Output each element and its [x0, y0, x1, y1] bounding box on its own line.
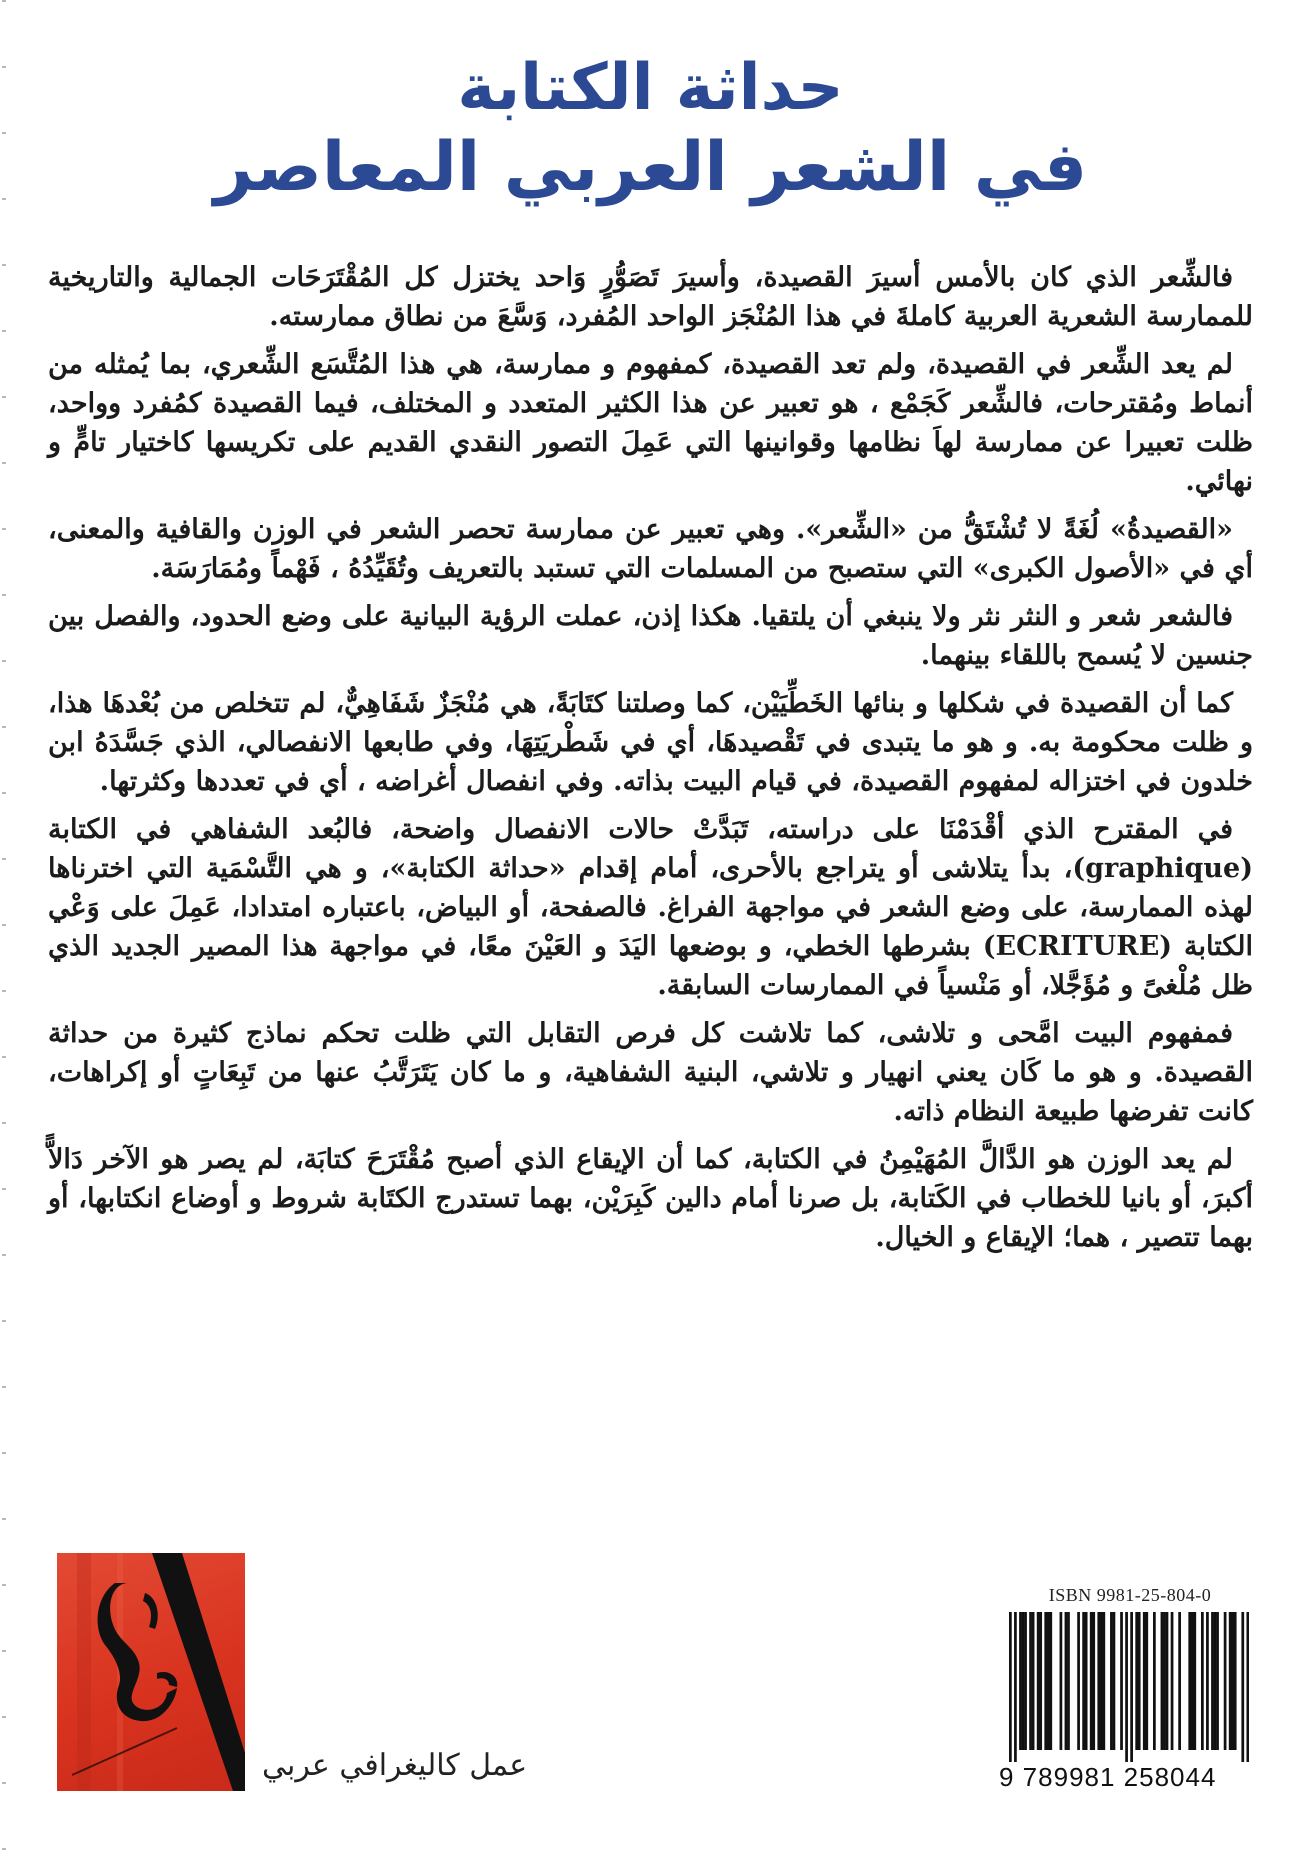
- barcode-bar: [1216, 1612, 1219, 1750]
- paragraph-2: لم يعد الشِّعر في القصيدة، ولم تعد القصيدة، كمفهوم و ممارسة، هي هذا المُتَّسَع الشِّعري، بما يُمثله من أنماط ومُقترحات، فالشِّعر كَجَمْع ، هو تعبير عن هذا الكثير المتعدد و المختلف، فيما القصيدة كمُفرد وواحد، ظلت تعبيرا عن ممارسة لهاَ نظامها وقوانينها التي عَمِلَ التصور النقدي القديم على تكريسها كاختيار تامٍّ و نهائي.: [48, 349, 1253, 497]
- barcode-bar: [1009, 1612, 1012, 1762]
- barcode-bar: [1092, 1612, 1095, 1750]
- barcode-bar: [1211, 1612, 1214, 1750]
- barcode-bar: [1201, 1612, 1204, 1750]
- barcode-bar: [1022, 1612, 1025, 1750]
- barcode-digits: 9 789981 258044: [999, 1762, 1217, 1792]
- barcode-bar: [1029, 1612, 1032, 1750]
- barcode-bar: [1049, 1612, 1052, 1750]
- paragraph-7: فمفهوم البيت امَّحى و تلاشى، كما تلاشت كل فرص التقابل التي ظلت تحكم نماذج كثيرة من حداثة القصيدة. و هو ما كَان يعني انهيار و تلاشي، البنية الشفاهية، و ما كان يَتَرَتَّبُ عنها من تَبِعَاتٍ أو إكراهات، كانت تفرضها طبيعة النظام ذاته.: [48, 1018, 1253, 1127]
- barcode-bar: [1193, 1612, 1196, 1750]
- barcode-bar: [1077, 1612, 1080, 1750]
- barcode-bar: [1102, 1612, 1105, 1750]
- barcode-bar: [1110, 1612, 1113, 1750]
- barcode-bar: [1231, 1612, 1234, 1750]
- title-line-1: حداثة الكتابة: [457, 51, 844, 125]
- page-edge-dots: [2, 0, 6, 1854]
- barcode-bar: [1178, 1612, 1181, 1750]
- barcode-bar: [1113, 1612, 1116, 1750]
- barcode-bar: [1191, 1612, 1194, 1750]
- barcode: [999, 1612, 1249, 1792]
- isbn-block: [999, 1585, 1255, 1792]
- isbn-label: ISBN 9981-25-804-0: [1048, 1585, 1212, 1605]
- barcode-bar: [1065, 1612, 1068, 1750]
- barcode-bar: [1241, 1612, 1244, 1762]
- paragraph-1: فالشِّعر الذي كان بالأمس أسيرَ القصيدة، وأسيرَ تَصَوُّرٍ وَاحد يختزل كل المُقْتَرَحَات الجمالية والتاريخية للممارسة الشعرية العربية كاملةَ في هذا المُنْجَز الواحد المُفرد، وَسَّعَ من نطاق ممارسته.: [48, 262, 1253, 332]
- barcode-bar: [1097, 1612, 1100, 1750]
- barcode-bar: [1037, 1612, 1040, 1750]
- book-title: [0, 48, 1301, 208]
- barcode-bar: [1067, 1612, 1070, 1750]
- title-line-2: في الشعر العربي المعاصر: [213, 128, 1088, 207]
- calligraphy-stroke-curl: [98, 1583, 177, 1721]
- barcode-bar: [1166, 1612, 1169, 1750]
- barcode-bar: [1224, 1612, 1227, 1750]
- paragraph-5: كما أن القصيدة في شكلها و بنائها الخَطِّيَيْن، كما وصلتنا كتَابَةً، هي مُنْجَزٌ شَفَاهِيٌّ، لم تتخلص من بُعْدهَا هذا، و ظلت محكومة به. و هو ما يتبدى في تَقْصيدهَا، أي في شَطْريَتِهَا، وفي طابعها الانفصالي، الذي جَسَّدَهُ ابن خلدون في اختزاله لمفهوم القصيدة، في قيام البيت بذاته. وفي انفصال أغراضه ، أي في تعددها وكثرتها.: [48, 688, 1253, 797]
- barcode-bar: [1145, 1612, 1148, 1750]
- barcode-bar: [1082, 1612, 1085, 1750]
- barcode-bar: [1120, 1612, 1123, 1750]
- barcode-bar: [1044, 1612, 1047, 1750]
- barcode-bar: [1206, 1612, 1209, 1750]
- paragraph-4: فالشعر شعر و النثر نثر ولا ينبغي أن يلتقيا. هكذا إذن، عملت الرؤية البيانية على وضع الحدود، والفصل بين جنسين لا يُسمح باللقاء بينهما.: [48, 601, 1253, 671]
- barcode-bar: [1171, 1612, 1174, 1750]
- barcode-bar: [1214, 1612, 1217, 1750]
- paragraph-6: في المقترح الذي أقْدَمْنَا على دراسته، تَبَدَّتْ حالات الانفصال واضحة، فالبُعد الشفاهي في الكتابة (graphique)، بدأ يتلاشى أو يتراجع بالأحرى، أمام إقدام «حداثة الكتابة»، و هي التَّسْمَية التي اخترناها لهذه الممارسة، على وضع الشعر في مواجهة الفراغ. فالصفحة، أو البياض، باعتباره امتدادا، عَمِلَ على وَعْي الكتابة (ECRITURE) بشرطها الخطي، و بوضعها اليَدَ و العَيْنَ معًا، في مواجهة هذا المصير الجديد الذي ظل مُلْغىً و مُؤَجَّلا، أو مَنْسياً في الممارسات السابقة.: [48, 814, 1253, 1001]
- barcode-bar: [1024, 1612, 1027, 1750]
- paragraph-8: لم يعد الوزن هو الدَّالَّ المُهَيْمِنُ في الكتابة، كما أن الإيقاع الذي أصبح مُقْتَرَحَ كتابَة، لم يصر هو الآخر دَالاًّ أكبرَ، أو بانيا للخطاب في الكَتابة، بل صرنا أمام دالين كَبِرَيْن، بهما تستدرج الكتَابة شروط و أوضاع انكتابها، أو بهما تتصير ، هما؛ الإيقاع و الخيال.: [48, 1144, 1253, 1253]
- barcode-bars: [1009, 1612, 1249, 1762]
- artwork-caption: عمل كاليغرافي عربي: [262, 1748, 528, 1783]
- barcode-bar: [1188, 1612, 1191, 1750]
- barcode-bar: [1014, 1612, 1017, 1762]
- barcode-bar: [1229, 1612, 1232, 1750]
- calligraphy-stroke-diagonal: [152, 1553, 245, 1791]
- barcode-bar: [1047, 1612, 1050, 1750]
- barcode-bar: [1143, 1612, 1146, 1750]
- barcode-bar: [1153, 1612, 1156, 1750]
- barcode-bar: [1130, 1612, 1133, 1762]
- calligraphy-artwork: [57, 1553, 245, 1791]
- barcode-bar: [1060, 1612, 1063, 1750]
- barcode-bar: [1039, 1612, 1042, 1750]
- blurb-text: [48, 258, 1253, 1266]
- barcode-bar: [1161, 1612, 1164, 1750]
- barcode-bar: [1234, 1612, 1237, 1750]
- barcode-bar: [1246, 1612, 1249, 1762]
- barcode-bar: [1100, 1612, 1103, 1750]
- barcode-bar: [1032, 1612, 1035, 1750]
- barcode-bar: [1090, 1612, 1093, 1750]
- barcode-bar: [1125, 1612, 1128, 1762]
- barcode-bar: [1138, 1612, 1141, 1750]
- barcode-bar: [1163, 1612, 1166, 1750]
- barcode-bar: [1085, 1612, 1088, 1750]
- calligraphy-image: [57, 1553, 245, 1791]
- barcode-bar: [1135, 1612, 1138, 1750]
- barcode-bar: [1019, 1612, 1022, 1750]
- paragraph-3: «القصيدةُ» لُغَةً لا تُشْتَقُّ من «الشِّعر». وهي تعبير عن ممارسة تحصر الشعر في الوزن والقافية والمعنى، أي في «الأصول الكبرى» التي ستصبح من المسلمات التي تستبد بالتعريف وتُقَيِّدُهُ ، فَهْماً ومُمَارَسَة.: [48, 514, 1253, 584]
